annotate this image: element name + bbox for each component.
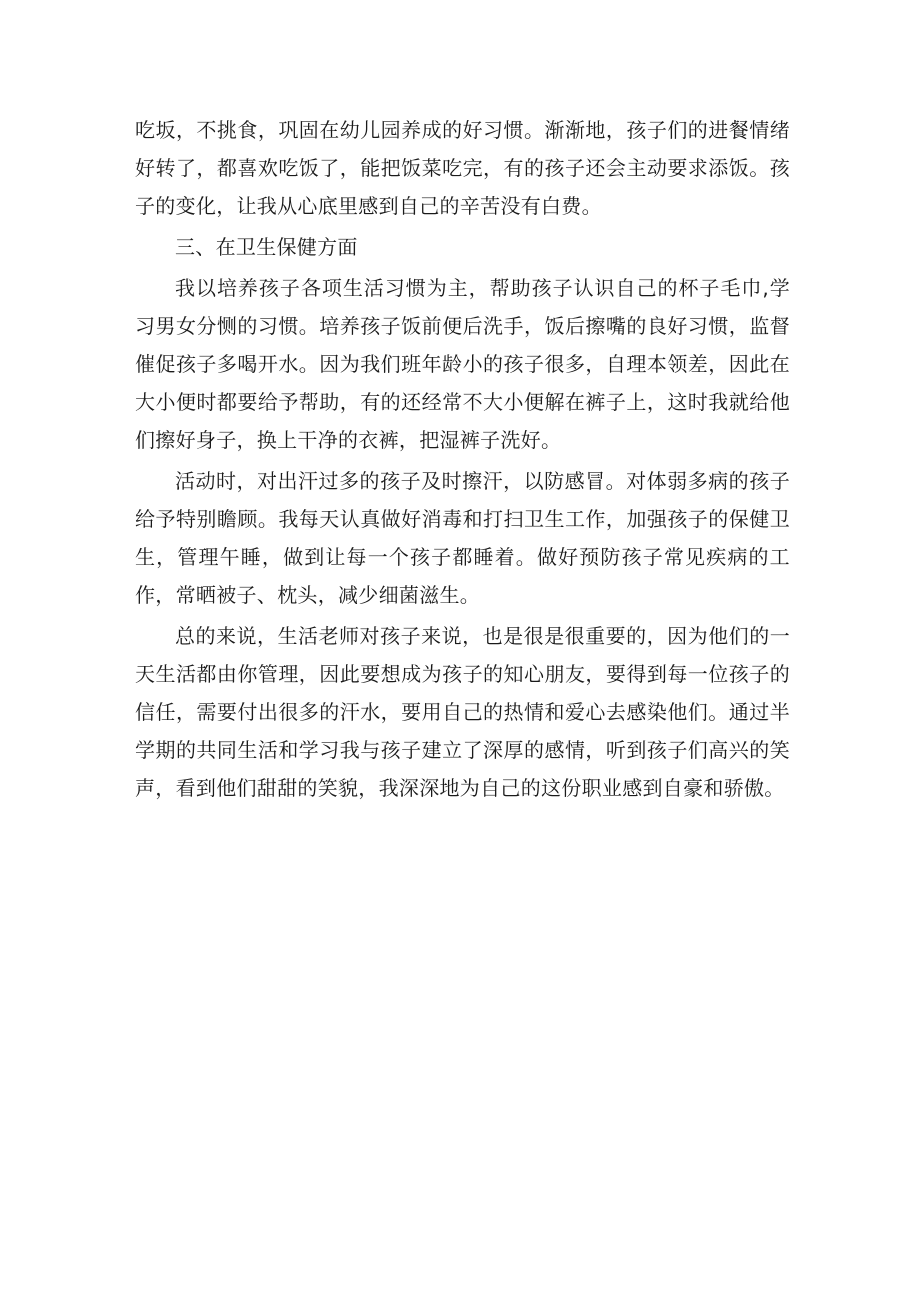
paragraph-continuation: 吃坂，不挑食，巩固在幼儿园养成的好习惯。渐渐地，孩子们的进餐情绪好转了，都喜欢吃饭了，能把饭菜吃完，有的孩子还会主动要求添饭。孩子的变化，让我从心底里感到自己的辛苦没有白费。 bbox=[135, 118, 790, 218]
document-body bbox=[135, 111, 790, 810]
paragraph-activities: 活动时，对出汗过多的孩子及时擦汗，以防感冒。对体弱多病的孩子给予特别瞻顾。我每天认真做好消毒和打扫卫生工作，加强孩子的保健卫生，管理午睡，做到让每一个孩子都睡着。做好预防孩子常见疾病的工作，常晒被子、枕头，减少细菌滋生。 bbox=[135, 469, 790, 607]
paragraph-summary: 总的来说，生活老师对孩子来说，也是很是很重要的，因为他们的一天生活都由你管理，因此要想成为孩子的知心朋友，要得到每一位孩子的信任，需要付出很多的汗水，要用自己的热情和爱心去感染他们。通过半学期的共同生活和学习我与孩子建立了深厚的感情，听到孩子们高兴的笑声，看到他们甜甜的笑貌，我深深地为自己的这份职业感到自豪和骄傲。 bbox=[135, 624, 790, 800]
paragraph-habits: 我以培养孩子各项生活习惯为主，帮助孩子认识自己的杯子毛巾,学习男女分恻的习惯。培养孩子饭前便后洗手，饭后擦嘴的良好习惯，监督催促孩子多喝开水。因为我们班年龄小的孩子很多，自理本领差，因此在大小便时都要给予帮助，有的还经常不大小便解在裤子上，这时我就给他们擦好身子，换上干净的衣裤，把湿裤子洗好。 bbox=[135, 276, 790, 452]
section-heading: 三、在卫生保健方面 bbox=[175, 235, 358, 259]
